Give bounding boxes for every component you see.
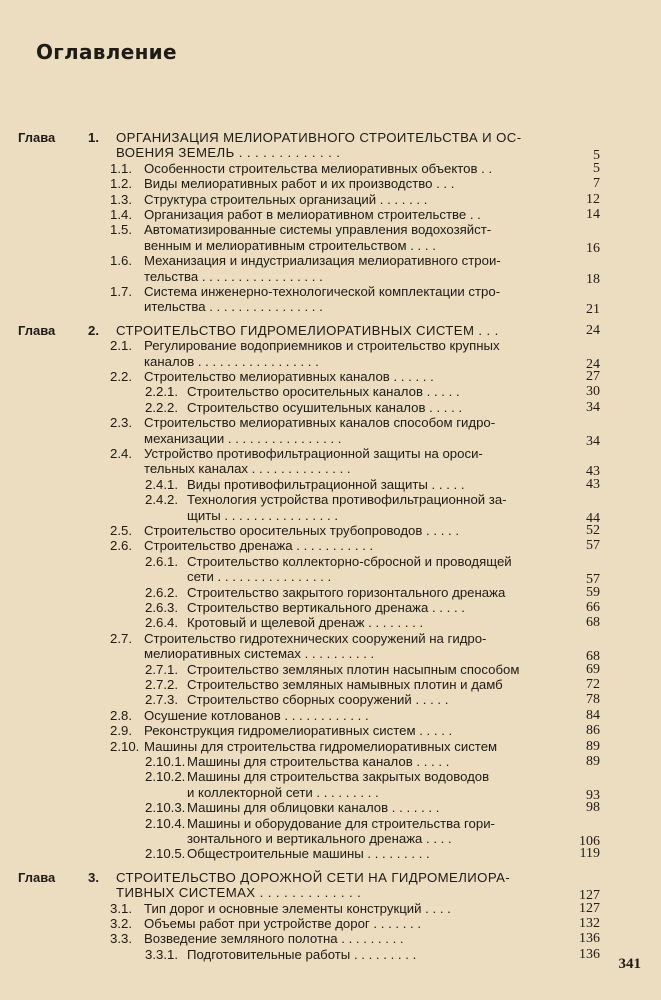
toc-number: 2.4.1. xyxy=(145,476,178,492)
toc-number: 2.6.4. xyxy=(145,615,178,631)
toc-title-line: ОРГАНИЗАЦИЯ МЕЛИОРАТИВНОГО СТРОИТЕЛЬСТВА И ОС- xyxy=(116,130,522,145)
toc-page-number: 30 xyxy=(586,384,600,400)
toc-number: 2.2.1. xyxy=(145,384,178,400)
toc-title-line: мелиоративных системах . . . . . . . . . . xyxy=(144,646,375,662)
toc-title-line: СТРОИТЕЛЬСТВО ГИДРОМЕЛИОРАТИВНЫХ СИСТЕМ . . . xyxy=(116,322,499,338)
toc-title-line: Строительство дренажа . . . . . . . . . . . xyxy=(144,538,374,554)
toc-title-line: Машины и оборудование для строительства гори- xyxy=(187,815,495,831)
toc-page-number: 27 xyxy=(586,369,600,384)
toc-title-line: Машины для облицовки каналов . . . . . . . xyxy=(187,800,440,816)
toc-title-line: Механизация и индустриализация мелиоративного строи- xyxy=(144,253,501,269)
page-title: Оглавление xyxy=(36,40,177,64)
toc-page-number: 34 xyxy=(586,433,600,449)
toc-title-line: Кротовый и щелевой дренаж . . . . . . . . xyxy=(187,615,424,631)
toc-title-line: механизации . . . . . . . . . . . . . . . . xyxy=(144,430,342,446)
toc-page-number: 16 xyxy=(586,240,600,256)
toc-number: 2.10.1. xyxy=(145,754,186,769)
toc-title-line: Подготовительные работы . . . . . . . . . xyxy=(187,946,417,962)
toc-page-number: 119 xyxy=(579,846,600,862)
toc-page-number: 136 xyxy=(579,931,600,947)
toc-page-number: 84 xyxy=(586,707,600,723)
toc-title-line: Строительство коллекторно-сбросной и проводящей xyxy=(187,553,512,569)
toc-title-line: Система инженерно-технологической комплектации стро- xyxy=(144,284,501,299)
toc-page-number: 89 xyxy=(586,738,600,754)
toc-title-line: Общестроительные машины . . . . . . . . . xyxy=(187,846,430,862)
toc-title-line: Автоматизированные системы управления водохозяйст- xyxy=(144,222,492,238)
toc-page-number: 86 xyxy=(586,723,600,739)
toc-title-line: щиты . . . . . . . . . . . . . . . . xyxy=(187,507,338,523)
toc-number: 2.10.2. xyxy=(145,769,186,785)
toc-page-number: 7 xyxy=(593,176,600,192)
toc-title-line: Реконструкция гидромелиоративных систем . . . . . xyxy=(144,723,453,739)
toc-page-number: 14 xyxy=(586,207,600,222)
toc-title-line: Машины для строительства каналов . . . . . xyxy=(187,754,450,769)
toc-page-number: 136 xyxy=(579,946,600,962)
toc-title-line: Возведение земляного полотна . . . . . . . . . xyxy=(144,931,404,947)
toc-title-line: Строительство оросительных каналов . . . . . xyxy=(187,384,460,400)
toc-page-number: 127 xyxy=(579,900,600,916)
toc-title-line: сети . . . . . . . . . . . . . . . . xyxy=(187,569,332,585)
toc-number: 1.5. xyxy=(110,222,132,238)
toc-page-number: 12 xyxy=(586,191,600,207)
toc-title-line: Виды противофильтрационной защиты . . . . . xyxy=(187,476,465,492)
toc-title-line: Строительство закрытого горизонтального дренажа xyxy=(187,584,506,600)
toc-page-number: 69 xyxy=(586,661,600,677)
toc-page-number: 5 xyxy=(593,148,600,164)
toc-page-number: 66 xyxy=(586,600,600,615)
toc-title-line: Объемы работ при устройстве дорог . . . . . . . xyxy=(144,916,422,931)
toc-number: 2.2.2. xyxy=(145,399,178,415)
toc-page-number: 44 xyxy=(586,510,600,526)
toc-page-number: 89 xyxy=(586,754,600,769)
toc-page-number: 68 xyxy=(586,649,600,665)
toc-page-number: 34 xyxy=(586,399,600,415)
toc-number: 1.4. xyxy=(110,207,132,222)
toc-title-line: СТРОИТЕЛЬСТВО ДОРОЖНОЙ СЕТИ НА ГИДРОМЕЛИОРА- xyxy=(116,869,511,885)
toc-title-line: Устройство противофильтрационной защиты на ороси- xyxy=(144,446,483,461)
toc-number: 1.2. xyxy=(110,176,132,192)
toc-number: 1.1. xyxy=(110,160,132,176)
toc-number: 1. xyxy=(88,130,99,145)
toc-page-number: 43 xyxy=(586,476,600,492)
toc-number: 3.1. xyxy=(110,900,132,916)
toc-page-number: 24 xyxy=(586,356,600,372)
chapter-label: Глава xyxy=(18,322,56,338)
toc-page-number: 24 xyxy=(586,322,600,338)
toc-number: 2.6.1. xyxy=(145,553,178,569)
toc-page-number: 57 xyxy=(586,572,600,588)
toc-title-line: Строительство осушительных каналов . . . . . xyxy=(187,399,463,415)
toc-title-line: Структура строительных организаций . . . . . . . xyxy=(144,191,428,207)
toc-title-line: ТИВНЫХ СИСТЕМАХ . . . . . . . . . . . . . xyxy=(116,885,362,901)
toc-page-number: 98 xyxy=(586,800,600,816)
toc-title-line: Машины для строительства гидромелиоративных систем xyxy=(144,738,498,754)
toc-title-line: Машины для строительства закрытых водоводов xyxy=(187,769,490,785)
toc-title-line: и коллекторной сети . . . . . . . . . xyxy=(187,784,379,800)
toc-title-line: тельных каналах . . . . . . . . . . . . . . xyxy=(144,461,351,477)
toc-number: 2.3. xyxy=(110,415,132,431)
toc-page-number: 5 xyxy=(593,160,600,176)
toc-number: 2. xyxy=(88,322,99,338)
toc-number: 3.3. xyxy=(110,931,132,947)
chapter-label: Глава xyxy=(18,869,56,885)
toc-page-number: 52 xyxy=(586,523,600,538)
toc-page-number: 21 xyxy=(586,302,600,318)
toc-title-line: Организация работ в мелиоративном строительстве . . xyxy=(144,207,481,222)
toc-title-line: Строительство сборных сооружений . . . . . xyxy=(187,692,449,708)
toc-title-line: зонтального и вертикального дренажа . . . . xyxy=(187,831,452,846)
toc-title-line: ВОЕНИЯ ЗЕМЕЛЬ . . . . . . . . . . . . . xyxy=(116,145,341,161)
toc-page-number: 57 xyxy=(586,538,600,554)
toc-number: 2.10.5. xyxy=(145,846,186,862)
toc-title-line: каналов . . . . . . . . . . . . . . . . . xyxy=(144,353,319,369)
toc-title-line: Осушение котлованов . . . . . . . . . . . . xyxy=(144,707,369,723)
toc-number: 2.10.4. xyxy=(145,815,186,831)
toc-title-line: Тип дорог и основные элементы конструкций . . . . xyxy=(144,900,451,916)
toc-title-line: Регулирование водоприемников и строительство крупных xyxy=(144,338,500,354)
toc-title-line: Технология устройства противофильтрационной за- xyxy=(187,492,507,508)
toc-number: 1.6. xyxy=(110,253,132,269)
toc-page-number: 59 xyxy=(586,584,600,600)
toc-title-line: венным и мелиоративным строительством . . . . xyxy=(144,237,436,253)
toc-number: 2.4.2. xyxy=(145,492,178,508)
toc-page-number: 132 xyxy=(579,916,600,931)
toc-title-line: Строительство вертикального дренажа . . . . . xyxy=(187,600,465,615)
toc-number: 1.3. xyxy=(110,191,132,207)
toc-title-line: Строительство оросительных трубопроводов . . . . . xyxy=(144,523,460,538)
toc-number: 2.5. xyxy=(110,523,132,538)
toc-number: 2.2. xyxy=(110,369,132,384)
toc-number: 2.7.1. xyxy=(145,661,178,677)
toc-title-line: Строительство гидротехнических сооружений на гидро- xyxy=(144,630,487,646)
toc-number: 1.7. xyxy=(110,284,132,299)
page-number: 341 xyxy=(618,956,641,972)
toc-number: 2.1. xyxy=(110,338,132,354)
chapter-label: Глава xyxy=(18,130,56,145)
toc-title-line: Особенности строительства мелиоративных объектов . . xyxy=(144,160,493,176)
toc-title-line: тельства . . . . . . . . . . . . . . . . . xyxy=(144,268,323,284)
toc-number: 2.7.2. xyxy=(145,677,178,692)
toc-number: 2.10. xyxy=(110,738,140,754)
toc-number: 3.2. xyxy=(110,916,132,931)
toc-number: 2.7.3. xyxy=(145,692,178,708)
toc-page-number: 78 xyxy=(586,692,600,708)
toc-title-line: Строительство мелиоративных каналов . . . . . . xyxy=(144,369,434,384)
toc-number: 2.7. xyxy=(110,630,132,646)
toc-number: 2.8. xyxy=(110,707,132,723)
toc-number: 2.6.2. xyxy=(145,584,178,600)
toc-title-line: ительства . . . . . . . . . . . . . . . . xyxy=(144,299,323,315)
toc-page-number: 106 xyxy=(579,834,600,849)
toc-page-number: 93 xyxy=(586,787,600,803)
toc-number: 2.4. xyxy=(110,446,132,461)
toc-number: 2.9. xyxy=(110,723,132,739)
toc-number: 2.10.3. xyxy=(145,800,186,816)
toc-title-line: Виды мелиоративных работ и их производство . . . xyxy=(144,176,455,192)
toc-page-number: 72 xyxy=(586,677,600,692)
toc-page-number: 43 xyxy=(586,464,600,480)
toc-title-line: Строительство мелиоративных каналов способом гидро- xyxy=(144,415,496,431)
toc-number: 2.6. xyxy=(110,538,132,554)
toc-title-line: Строительство земляных намывных плотин и дамб xyxy=(187,677,503,692)
toc-title-line: Строительство земляных плотин насыпным способом xyxy=(187,661,520,677)
toc-page-number: 18 xyxy=(586,271,600,287)
toc-number: 3.3.1. xyxy=(145,946,178,962)
toc-number: 2.6.3. xyxy=(145,600,178,615)
toc-page-number: 127 xyxy=(579,888,600,904)
toc-number: 3. xyxy=(88,869,99,885)
toc-page-number: 68 xyxy=(586,615,600,631)
